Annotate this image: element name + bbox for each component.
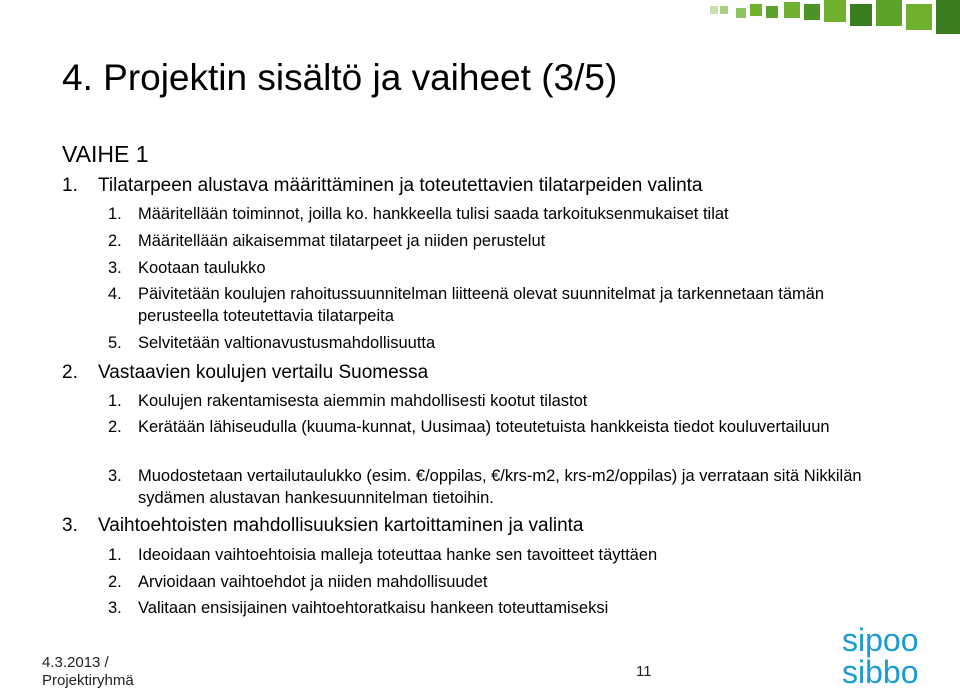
deco-square xyxy=(804,4,820,20)
sub-item xyxy=(108,571,898,593)
deco-square xyxy=(850,4,872,26)
logo-line-sipoo: sipoo xyxy=(842,622,919,658)
sub-item-number: 2. xyxy=(108,232,122,250)
sub-item-text: Arvioidaan vaihtoehdot ja niiden mahdollisuudet xyxy=(138,573,488,591)
sub-item xyxy=(108,390,898,412)
sub-item-text: Määritellään toiminnot, joilla ko. hankkeella tulisi saada tarkoituksenmukaiset tilat xyxy=(138,205,729,223)
sub-item xyxy=(108,283,898,327)
section-text: Tilatarpeen alustava määrittäminen ja toteutettavien tilatarpeiden valinta xyxy=(98,175,703,196)
sub-item xyxy=(108,203,898,225)
slide-title: 4. Projektin sisältö ja vaiheet (3/5) xyxy=(62,57,618,98)
sub-item-number: 2. xyxy=(108,573,122,591)
sub-item xyxy=(108,465,898,509)
footer-date: 4.3.2013 / xyxy=(42,654,109,671)
deco-square xyxy=(720,6,728,14)
sub-item-text: Kerätään lähiseudulla (kuuma-kunnat, Uusimaa) toteutetuista hankkeista tiedot kouluvertailuun xyxy=(138,418,830,436)
sub-item-number: 1. xyxy=(108,546,122,564)
sub-item xyxy=(108,597,898,619)
deco-square xyxy=(710,6,718,14)
page-number: 11 xyxy=(636,663,652,680)
sub-item-text: Selvitetään valtionavustusmahdollisuutta xyxy=(138,334,436,352)
sub-item xyxy=(108,230,898,252)
logo-line-sibbo: sibbo xyxy=(842,654,919,690)
sub-item xyxy=(108,257,898,279)
footer-date-author xyxy=(42,654,134,690)
deco-square xyxy=(906,4,932,30)
sub-item-number: 2. xyxy=(108,418,122,436)
deco-square xyxy=(766,6,778,18)
sub-item-number: 3. xyxy=(108,259,122,277)
sub-item xyxy=(108,544,898,566)
section-item xyxy=(62,361,428,385)
sub-item-text: Muodostetaan vertailutaulukko (esim. €/oppilas, €/krs-m2, krs-m2/oppilas) ja verrataan sitä Nikkilän sydämen alustavan hankesuunnitelman tietoihin. xyxy=(138,467,862,507)
deco-square xyxy=(784,2,800,18)
deco-square xyxy=(736,8,746,18)
sub-item-text: Päivitetään koulujen rahoitussuunnitelman liitteenä olevat suunnitelmat ja tarkennetaan tämän perusteella toteutettavia tilatarpeita xyxy=(138,285,825,325)
sub-item-number: 4. xyxy=(108,285,122,303)
sub-item-number: 5. xyxy=(108,334,122,352)
sub-item xyxy=(108,416,898,438)
sub-item-number: 3. xyxy=(108,599,122,617)
deco-square xyxy=(876,0,902,26)
sub-item-text: Määritellään aikaisemmat tilatarpeet ja niiden perustelut xyxy=(138,232,546,250)
deco-square xyxy=(936,0,960,34)
section-number: 1. xyxy=(62,175,78,196)
decorative-green-squares xyxy=(710,0,960,46)
deco-square xyxy=(824,0,846,22)
section-text: Vastaavien koulujen vertailu Suomessa xyxy=(98,362,429,383)
sub-item-number: 1. xyxy=(108,205,122,223)
sub-item-text: Kootaan taulukko xyxy=(138,259,266,277)
sipoo-sibbo-logo xyxy=(842,624,952,688)
deco-square xyxy=(750,4,762,16)
phase-heading: VAIHE 1 xyxy=(62,141,149,167)
section-number: 3. xyxy=(62,515,78,536)
section-item xyxy=(62,174,702,198)
sub-item-number: 1. xyxy=(108,392,122,410)
sub-item-text: Valitaan ensisijainen vaihtoehtoratkaisu hankeen toteuttamiseksi xyxy=(138,599,609,617)
footer-author: Projektiryhmä xyxy=(42,672,134,689)
sub-item-text: Koulujen rakentamisesta aiemmin mahdollisesti kootut tilastot xyxy=(138,392,588,410)
section-text: Vaihtoehtoisten mahdollisuuksien kartoittaminen ja valinta xyxy=(98,515,584,536)
sub-item xyxy=(108,332,898,354)
sub-item-number: 3. xyxy=(108,467,122,485)
sub-item-text: Ideoidaan vaihtoehtoisia malleja toteuttaa hanke sen tavoitteet täyttäen xyxy=(138,546,658,564)
section-item xyxy=(62,514,583,538)
section-number: 2. xyxy=(62,362,78,383)
